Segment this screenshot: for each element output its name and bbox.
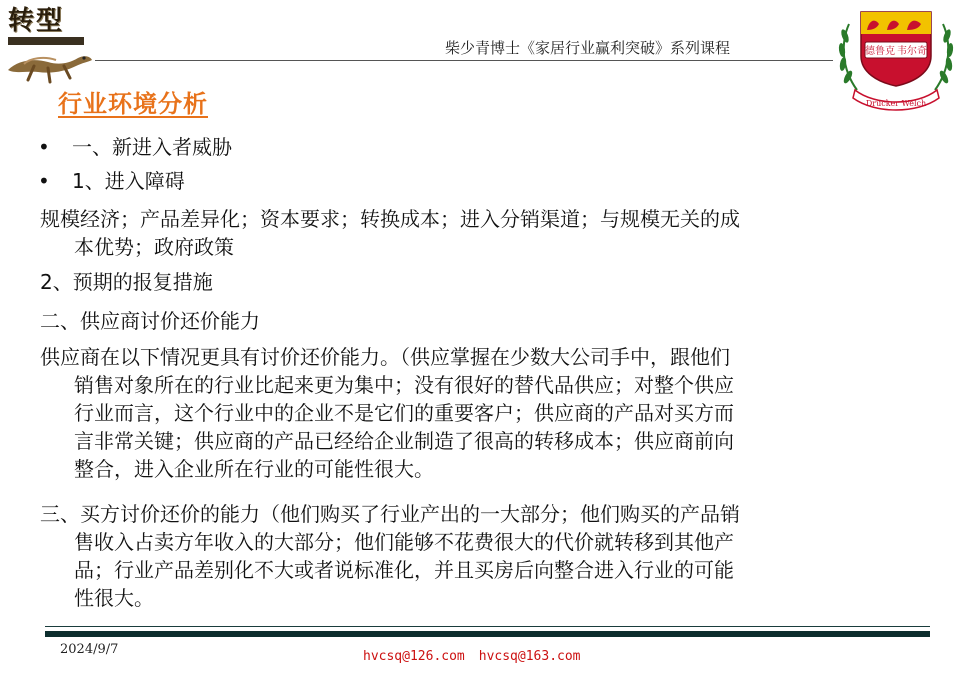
buyer-line: 售收入占卖方年收入的大部分；他们能够不花费很大的代价就转移到其他产 xyxy=(74,530,734,554)
supplier-line: 言非常关键；供应商的产品已经给企业制造了很高的转移成本；供应商前向 xyxy=(74,429,734,453)
laurel-left-icon xyxy=(838,24,857,90)
footer-divider-thin xyxy=(45,626,930,627)
laurel-right-icon xyxy=(935,24,954,90)
bullet-dot: • xyxy=(38,169,50,193)
header-divider xyxy=(95,60,833,61)
footer-divider-thick xyxy=(45,631,930,637)
supplier-line: 行业而言，这个行业中的企业不是它们的重要客户；供应商的产品对买方而 xyxy=(74,401,734,425)
buyer-line: 三、买方讨价还价的能力（他们购买了行业产出的一大部分；他们购买的产品销 xyxy=(40,502,740,526)
footer-emails xyxy=(363,648,581,666)
bullet-new-entrants: 一、新进入者威胁 xyxy=(72,135,232,159)
barriers-line-2: 本优势；政府政策 xyxy=(74,235,234,259)
supplier-line: 供应商在以下情况更具有讨价还价能力。（供应掌握在少数大公司手中，跟他们 xyxy=(40,345,730,369)
emblem-right-text: 韦尔奇 xyxy=(897,46,927,57)
buyer-line: 性很大。 xyxy=(74,586,154,610)
retaliation-heading: 2、预期的报复措施 xyxy=(40,270,213,294)
supplier-line: 整合，进入企业所在行业的可能性很大。 xyxy=(74,457,434,481)
emblem-left-text: 德鲁克 xyxy=(865,46,895,57)
section-heading: 行业环境分析 xyxy=(58,90,208,118)
bullet-entry-barriers: 1、进入障碍 xyxy=(72,169,185,193)
email-link-126[interactable]: hvcsq@126.com xyxy=(363,649,465,664)
email-link-163[interactable]: hvcsq@163.com xyxy=(478,649,581,664)
buyer-line: 品；行业产品差别化不大或者说标准化，并且买房后向整合进入行业的可能 xyxy=(74,558,734,582)
footer-date: 2024/9/7 xyxy=(60,642,119,657)
logo-title: 转型 xyxy=(8,6,65,36)
supplier-heading: 二、供应商讨价还价能力 xyxy=(40,309,260,333)
drucker-welch-emblem xyxy=(835,6,957,112)
course-title: 柴少青博士《家居行业赢利突破》系列课程 xyxy=(445,39,731,57)
bullet-dot: • xyxy=(38,135,50,159)
barriers-line-1: 规模经济；产品差异化；资本要求；转换成本；进入分销渠道；与规模无关的成 xyxy=(40,207,740,231)
emblem-ribbon-text: Drucker Welch xyxy=(865,99,927,108)
logo-subtitle-strip xyxy=(8,37,84,45)
supplier-line: 销售对象所在的行业比起来更为集中；没有很好的替代品供应；对整个供应 xyxy=(74,373,734,397)
